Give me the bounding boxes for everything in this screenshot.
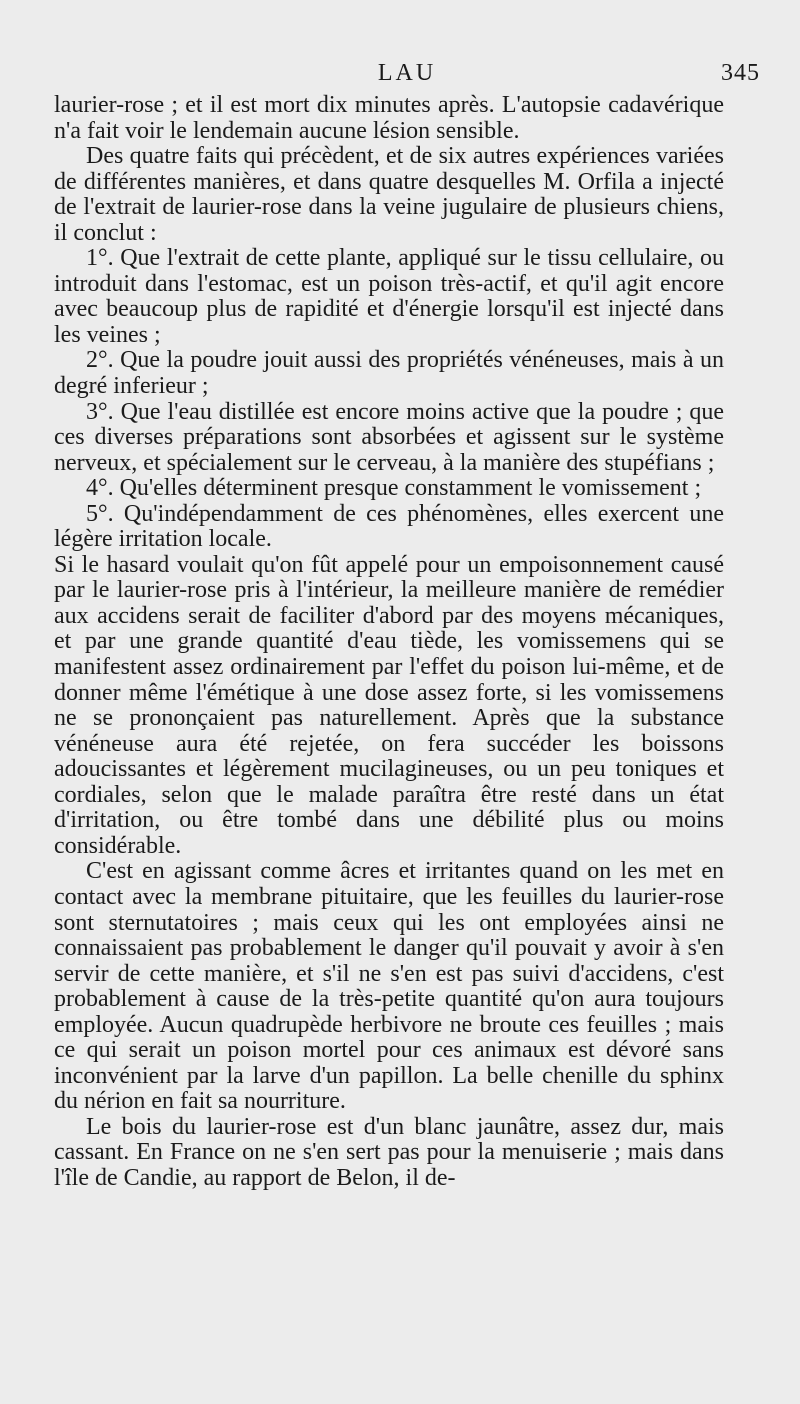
paragraph-continuation: laurier-rose ; et il est mort dix minutes après. L'autopsie cadavérique n'a fait voir le lendemain aucune lésion sensible. (54, 92, 724, 144)
paragraph-orfila-conclusion: Des quatre faits qui précèdent, et de six autres expériences variées de différentes manières, et dans quatre desquelles M. Orfila a injecté de l'extrait de laurier-rose dans la veine jugulaire de plusieurs chiens, il conclut : (54, 143, 724, 246)
list-item-4: 4°. Qu'elles déterminent presque constamment le vomissement ; (86, 475, 702, 502)
list-item-5: 5°. Qu'indépendamment de ces phénomènes, elles exercent une légère irritation locale. (54, 500, 724, 553)
paragraph-treatment: Si le hasard voulait qu'on fût appelé pour un empoisonnement causé par le laurier-rose pris à l'intérieur, la meilleure manière de remédier aux accidens serait de faciliter d'abord par des moyens mécaniques, et par une grande quantité d'eau tiède, les vomissemens qui se manifestent assez ordinairement par l'effet du poison lui-même, et de donner même l'émétique à une dose assez forte, si les vomissemens ne se prononçaient pas naturellement. Après que la substance vénéneuse aura été rejetée, on fera succéder les boissons adoucissantes et légèrement mucilagineuses, ou un peu toniques et cordiales, selon que le malade paraîtra être resté dans un état d'irritation, ou être tombé dans une débilité plus ou moins considérable. (54, 551, 724, 859)
body-text (54, 93, 724, 1192)
running-head: LAU (377, 60, 437, 86)
list-item-2: 2°. Que la poudre jouit aussi des propriétés vénéneuses, mais à un degré inferieur ; (54, 347, 724, 400)
list-item-3: 3°. Que l'eau distillée est encore moins active que la poudre ; que ces diverses préparations sont absorbées et agissent sur le système nerveux, et spécialement sur le cerveau, à la manière des stupéfians ; (54, 398, 724, 476)
page-number: 345 (721, 60, 760, 86)
page-header (54, 60, 760, 90)
paragraph-wood: Le bois du laurier-rose est d'un blanc jaunâtre, assez dur, mais cassant. En France on ne s'en sert pas pour la menuiserie ; mais dans l'île de Candie, au rapport de Belon, il de- (54, 1113, 724, 1191)
list-item-1: 1°. Que l'extrait de cette plante, appliqué sur le tissu cellulaire, ou introduit dans l'estomac, est un poison très-actif, et qu'il agit encore avec beaucoup plus de rapidité et d'énergie lorsqu'il est injecté dans les veines ; (54, 245, 724, 348)
paragraph-sternutatory: C'est en agissant comme âcres et irritantes quand on les met en contact avec la membrane pituitaire, que les feuilles du laurier-rose sont sternutatoires ; mais ceux qui les ont employées ainsi ne connaissaient pas probablement le danger qu'il pouvait y avoir à s'en servir de cette manière, et s'il ne s'en est pas suivi d'accidens, c'est probablement à cause de la très-petite quantité qu'on aura toujours employée. Aucun quadrupède herbivore ne broute ces feuilles ; mais ce qui serait un poison mortel pour ces animaux est dévoré sans inconvénient par la larve d'un papillon. La belle chenille du sphinx du nérion en fait sa nourriture. (54, 858, 724, 1115)
